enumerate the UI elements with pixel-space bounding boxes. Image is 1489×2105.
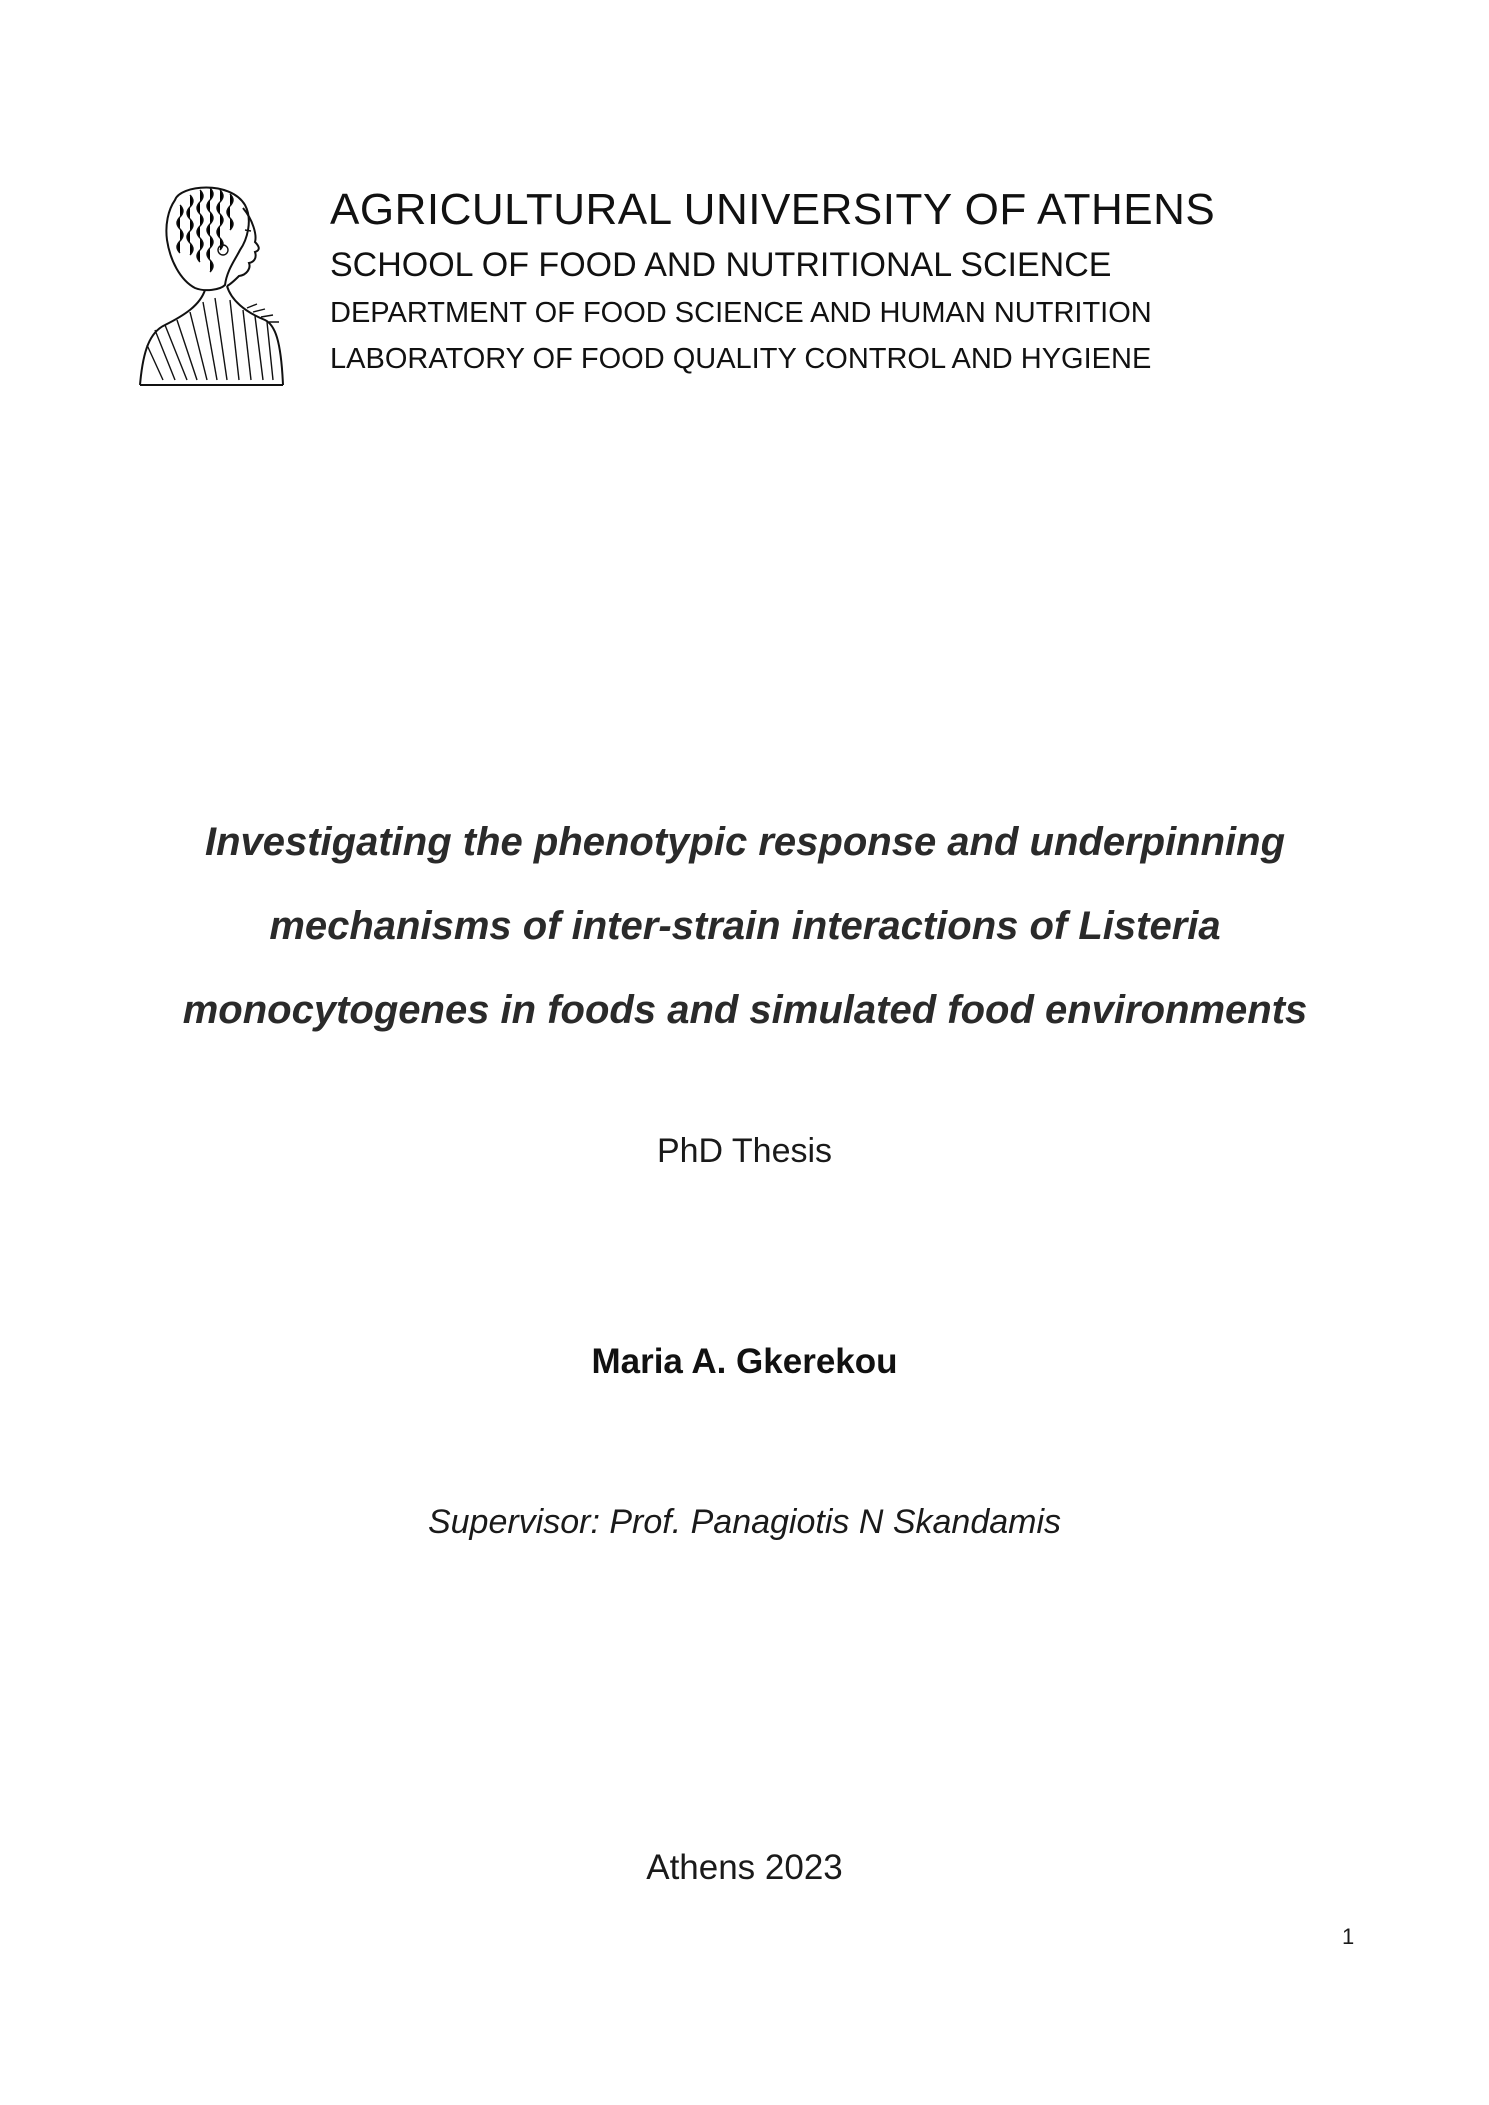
author-name: Maria A. Gkerekou [591, 1342, 898, 1381]
title-line: monocytogenes in foods and simulated food environments [182, 988, 1308, 1032]
thesis-type: PhD Thesis [656, 1132, 833, 1170]
institution-header [330, 184, 1215, 382]
department-name: DEPARTMENT OF FOOD SCIENCE AND HUMAN NUTRITION [330, 297, 1152, 329]
school-name: SCHOOL OF FOOD AND NUTRITIONAL SCIENCE [330, 246, 1112, 284]
university-emblem-icon [135, 180, 285, 392]
laboratory-name: LABORATORY OF FOOD QUALITY CONTROL AND HYGIENE [330, 343, 1152, 375]
supervisor-line: Supervisor: Prof. Panagiotis N Skandamis [427, 1503, 1062, 1541]
page-number: 1 [1342, 1924, 1355, 1949]
place-year: Athens 2023 [646, 1848, 843, 1887]
title-line: mechanisms of inter-strain interactions of Listeria [269, 904, 1221, 948]
university-name: AGRICULTURAL UNIVERSITY OF ATHENS [330, 185, 1216, 234]
title-line: Investigating the phenotypic response and underpinning [204, 820, 1286, 864]
thesis-title [120, 800, 1370, 1052]
